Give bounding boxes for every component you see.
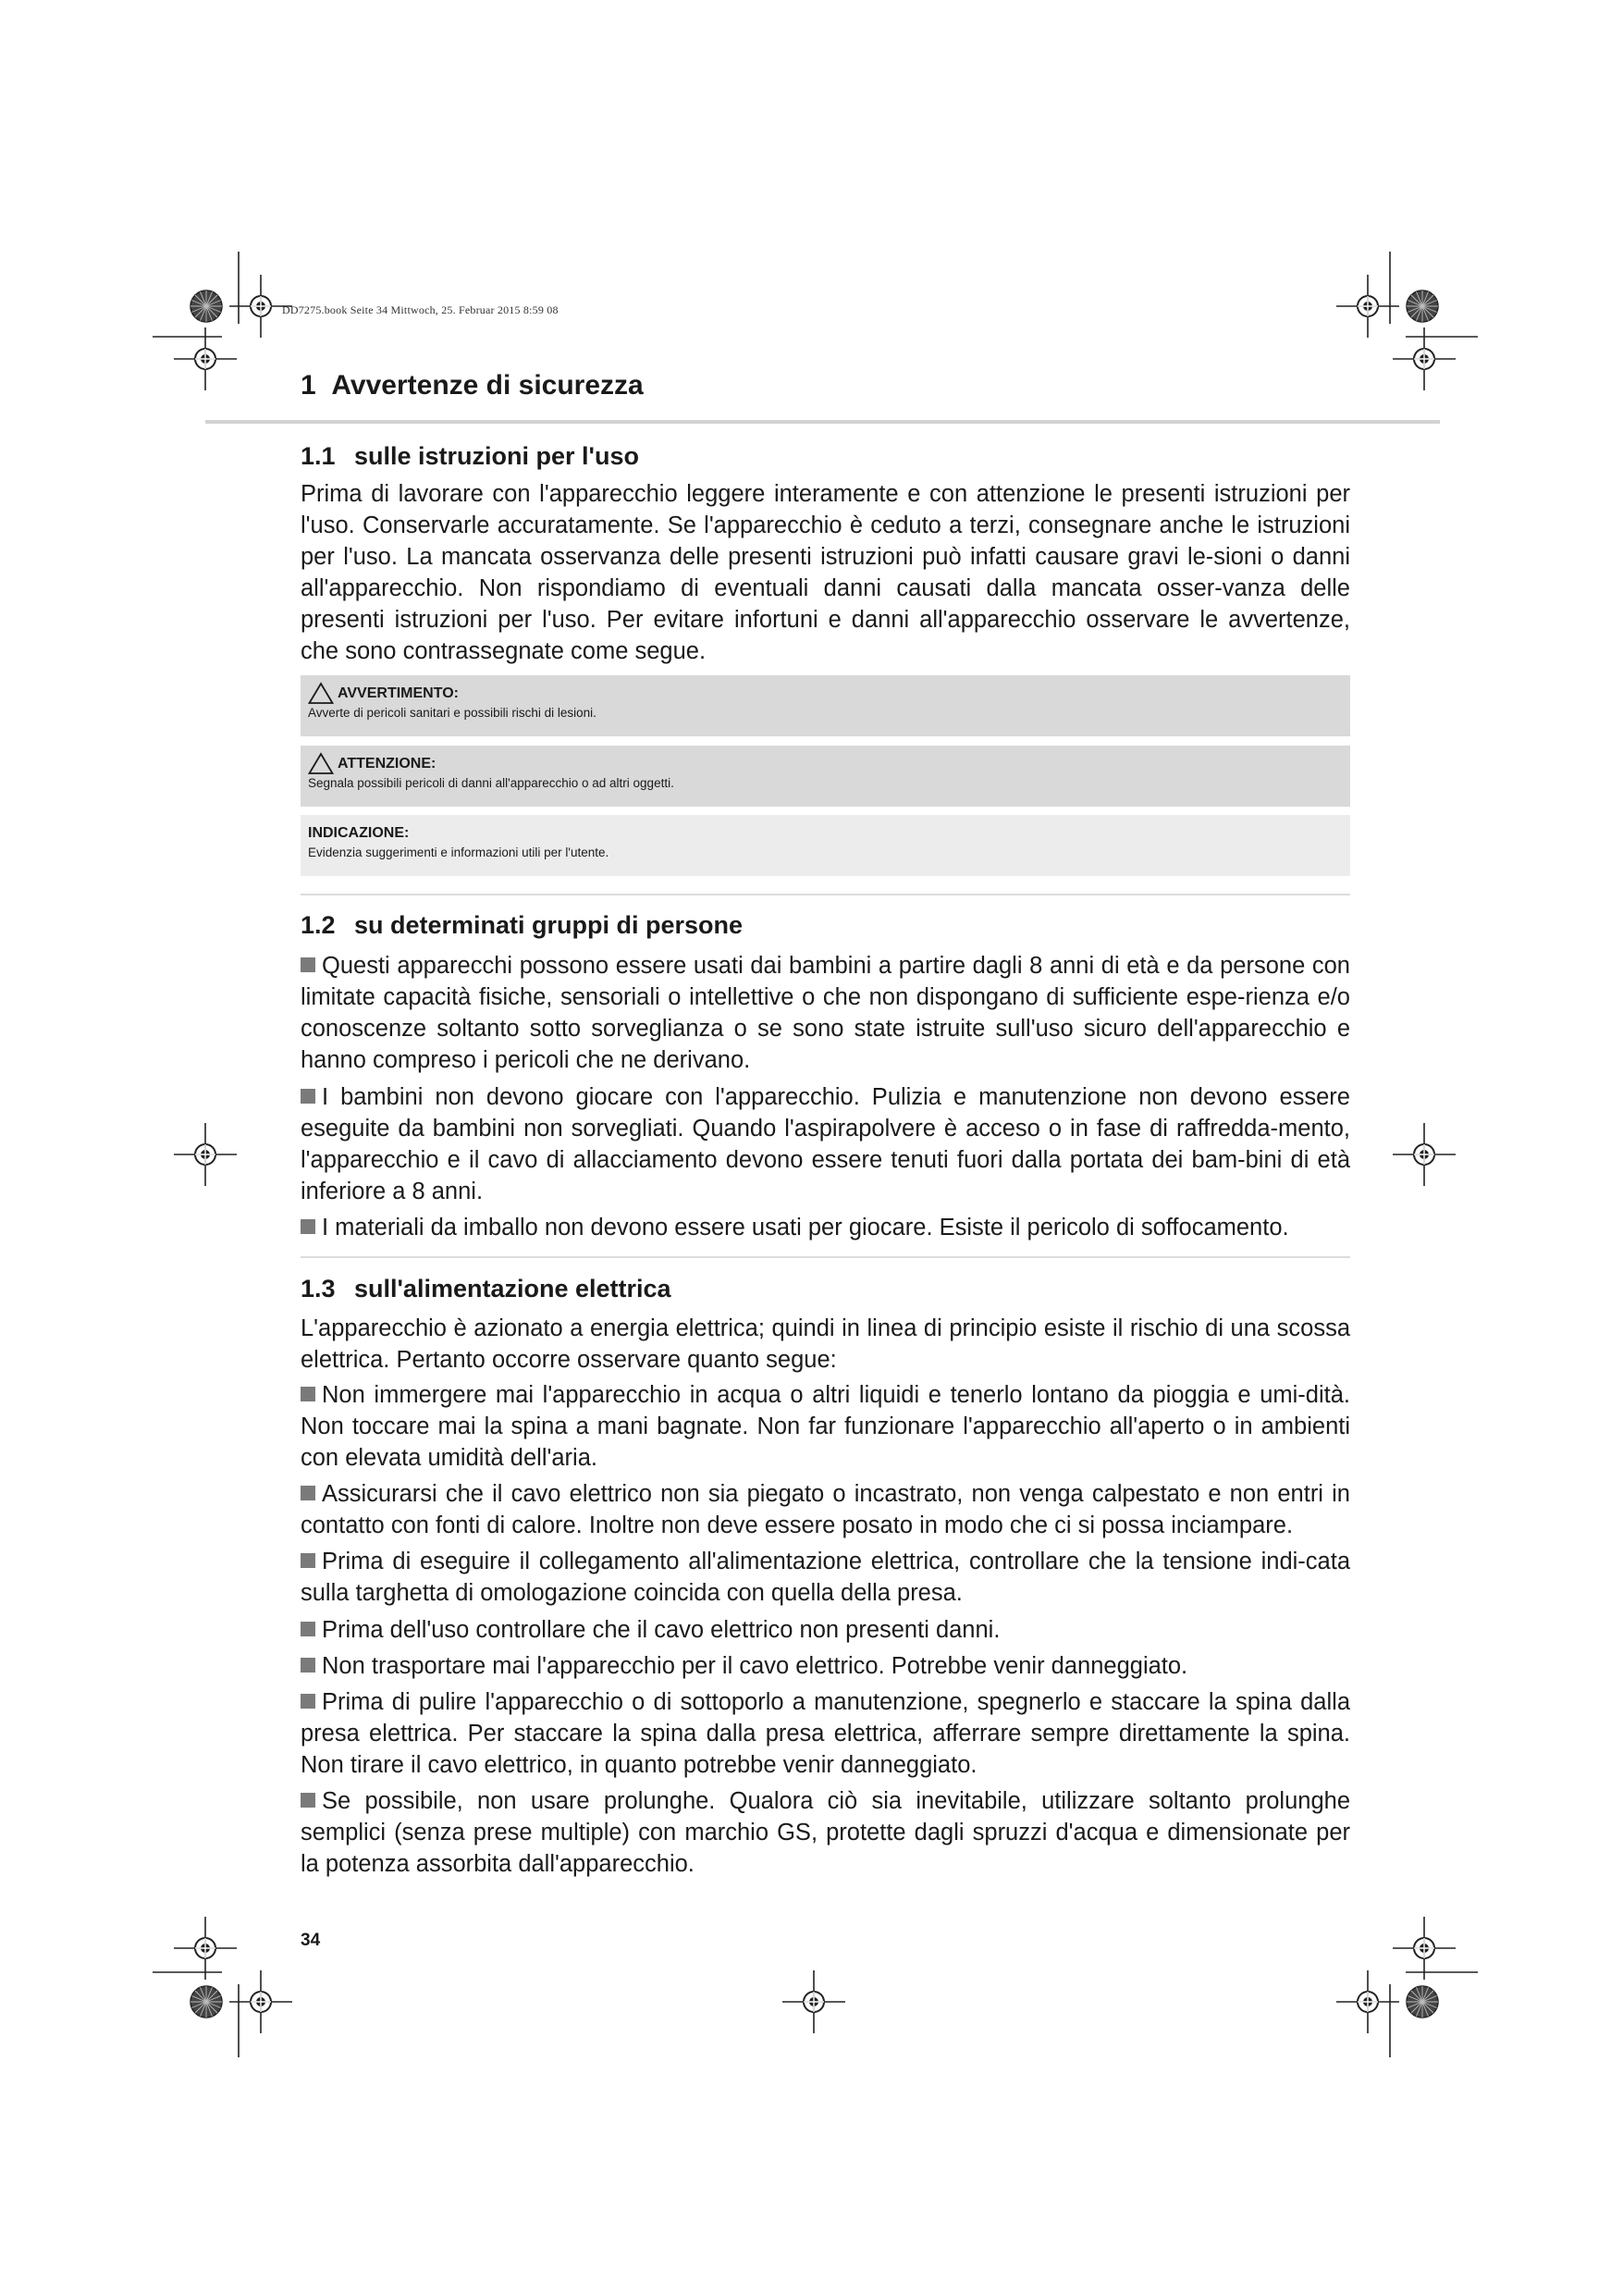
notice-title-text: INDICAZIONE: (308, 825, 410, 841)
chapter-rule (205, 420, 1440, 424)
bullet-square-icon (301, 1793, 315, 1808)
bullet-paragraph (301, 1546, 1350, 1609)
bullet-square-icon (301, 1089, 315, 1104)
page-number: 34 (301, 1931, 321, 1950)
notice-title (308, 823, 1343, 844)
notice-title-text: AVVERTIMENTO: (338, 685, 459, 701)
bullet-text: Prima dell'uso controllare che il cavo elettrico non presenti danni. (322, 1617, 1001, 1643)
bullet-text: Non immergere mai l'apparecchio in acqua o altri liquidi e tenerlo lontano da pioggia e umi-dità. Non toccare mai la spina a mani bagnate. Non far funzionare l'apparecchio all'aperto o in ambienti con elevata umidità dell'aria. (301, 1382, 1350, 1471)
bullet-text: I materiali da imballo non devono essere usati per giocare. Esiste il pericolo di soffocamento. (322, 1215, 1289, 1241)
bullet-text: Prima di eseguire il collegamento all'alimentazione elettrica, controllare che la tensione indi-cata sulla targhetta di omologazione coincida con quella della presa. (301, 1549, 1350, 1606)
notice-hint (301, 815, 1350, 876)
bullet-paragraph (301, 1081, 1350, 1207)
section-heading-1-1 (301, 442, 639, 471)
section-heading-1-2 (301, 911, 743, 940)
bullet-text: Prima di pulire l'apparecchio o di sottoporlo a manutenzione, spegnerlo e staccare la spina dalla presa elettrica. Per staccare la spina dalla presa elettrica, afferrare sempre direttamente la spina. Non tirare il cavo elettrico, in quanto potrebbe venir danneggiato. (301, 1689, 1350, 1778)
section-title: su determinati gruppi di persone (354, 911, 744, 939)
section-intro: L'apparecchio è azionato a energia elettrica; quindi in linea di principio esiste il rischio di una scossa elettrica. Pertanto occorre osservare quanto segue: (301, 1315, 1350, 1373)
bullet-paragraph (301, 1650, 1350, 1682)
notice-text: Evidenzia suggerimenti e informazioni utili per l'utente. (308, 846, 609, 859)
chapter-number: 1 (301, 370, 316, 401)
bullet-paragraph (301, 1614, 1350, 1646)
notice-title-text: ATTENZIONE: (338, 756, 436, 772)
notice-title (308, 754, 1343, 774)
section-divider (301, 894, 1350, 895)
section-title: sulle istruzioni per l'uso (354, 442, 639, 470)
section-paragraph: Prima di lavorare con l'apparecchio leggere interamente e con attenzione le presenti istruzioni per l'uso. Conservarle accuratamente. Se l'apparecchio è ceduto a terzi, consegnare anche le istruzioni per l'uso. La mancata osservanza delle presenti istruzioni può infatti causare gravi le-sioni o danni all'apparecchio. Non rispondiamo di eventuali danni causati dalla mancata osser-vanza delle presenti istruzioni per l'uso. Per evitare infortuni e danni all'apparecchio osservare le avvertenze, che sono contrassegnate come segue. (301, 481, 1350, 664)
chapter-title-text: Avvertenze di sicurezza (331, 370, 644, 401)
warning-triangle-icon (308, 682, 334, 704)
section-number: 1.3 (301, 1275, 336, 1302)
bullet-square-icon (301, 957, 315, 972)
notice-text: Segnala possibili pericoli di danni all'apparecchio o ad altri oggetti. (308, 776, 674, 790)
bullet-text: Non trasportare mai l'apparecchio per il cavo elettrico. Potrebbe venir danneggiato. (322, 1653, 1188, 1679)
bullet-text: Assicurarsi che il cavo elettrico non sia piegato o incastrato, non venga calpestato e non entri in contatto con fonti di calore. Inoltre non deve essere posato in modo che ci si possa inciampare. (301, 1481, 1350, 1538)
notice-title (308, 684, 1343, 704)
notice-warning (301, 675, 1350, 736)
bullet-paragraph (301, 1478, 1350, 1541)
bullet-square-icon (301, 1553, 315, 1568)
bullet-paragraph (301, 1785, 1350, 1880)
section-title: sull'alimentazione elettrica (354, 1275, 671, 1302)
section-number: 1.2 (301, 911, 336, 939)
chapter-title (301, 370, 644, 401)
bullet-square-icon (301, 1486, 315, 1500)
printer-slug-line: DD7275.book Seite 34 Mittwoch, 25. Februar 2015 8:59 08 (282, 303, 559, 316)
bullet-square-icon (301, 1658, 315, 1673)
notice-caution (301, 746, 1350, 807)
notice-text: Avverte di pericoli sanitari e possibili rischi di lesioni. (308, 706, 596, 720)
bullet-square-icon (301, 1219, 315, 1234)
bullet-text: I bambini non devono giocare con l'apparecchio. Pulizia e manutenzione non devono essere eseguite da bambini non sorvegliati. Quando l'aspirapolvere è acceso o in fase di raffredda-mento, l'apparecchio e il cavo di allacciamento devono essere tenuti fuori dalla portata dei bam-bini di età inferiore a 8 anni. (301, 1084, 1350, 1204)
bullet-square-icon (301, 1622, 315, 1636)
bullet-paragraph (301, 1379, 1350, 1474)
warning-triangle-icon (308, 752, 334, 774)
section-heading-1-3 (301, 1275, 671, 1303)
bullet-square-icon (301, 1694, 315, 1709)
bullet-paragraph (301, 1212, 1350, 1243)
bullet-paragraph (301, 950, 1350, 1076)
bullet-square-icon (301, 1387, 315, 1401)
section-divider (301, 1256, 1350, 1258)
bullet-paragraph (301, 1686, 1350, 1781)
bullet-text: Questi apparecchi possono essere usati dai bambini a partire dagli 8 anni di età e da persone con limitate capacità fisiche, sensoriali o intellettive o che non dispongano di sufficiente espe-rienza e/o conoscenze soltanto sotto sorveglianza o se sono state istruite sull'uso sicuro dell'apparecchio e hanno compreso i pericoli che ne derivano. (301, 953, 1350, 1073)
bullet-text: Se possibile, non usare prolunghe. Qualora ciò sia inevitabile, utilizzare soltanto prolunghe semplici (senza prese multiple) con marchio GS, protette dagli spruzzi d'acqua e dimensionate per la potenza assorbita dall'apparecchio. (301, 1788, 1350, 1877)
section-number: 1.1 (301, 442, 336, 470)
